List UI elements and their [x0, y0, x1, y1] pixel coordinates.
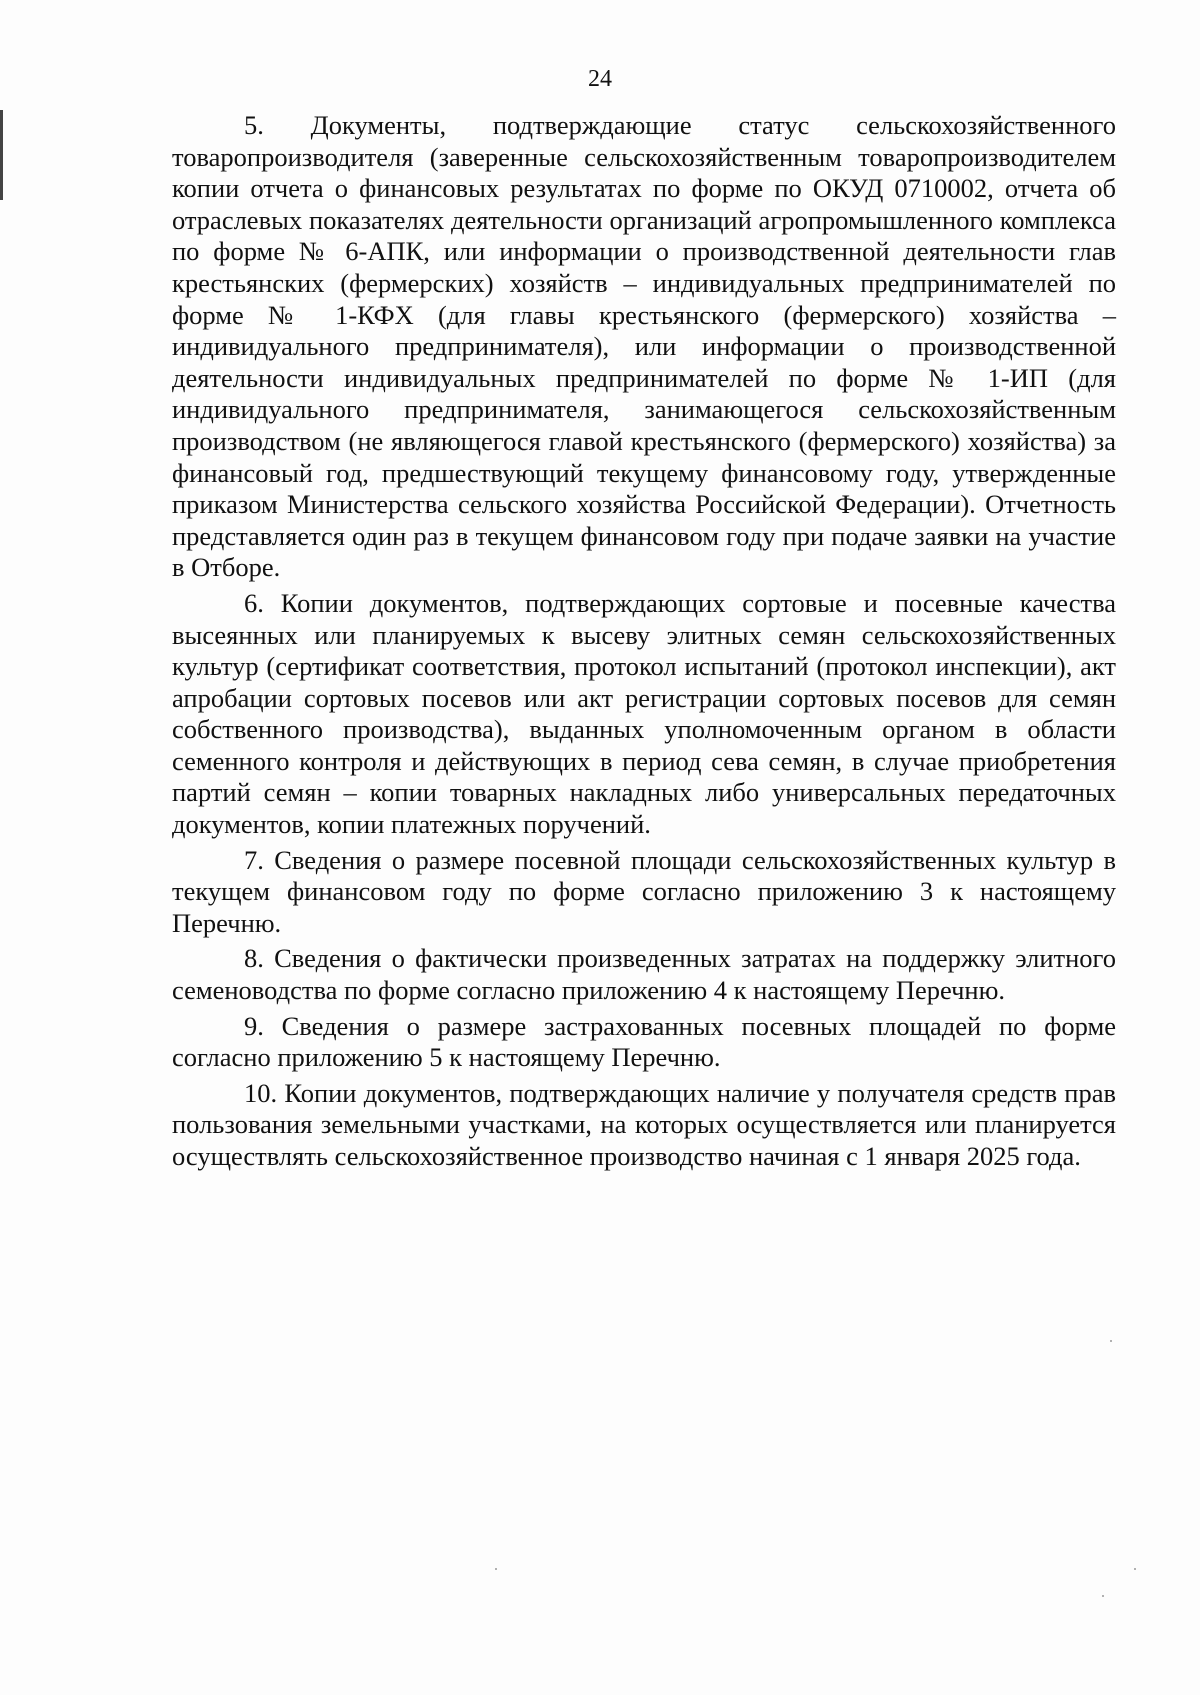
scan-speck	[1110, 1340, 1112, 1342]
paragraph-item-7: 7. Сведения о размере посевной площади сельскохозяйственных культур в текущем финансовом году по форме согласно приложению 3 к настоящему Перечню.	[172, 844, 1116, 938]
paragraph-item-10: 10. Копии документов, подтверждающих наличие у получателя средств прав пользования земельными участками, на которых осуществляется или планируется осуществлять сельскохозяйственное производство начиная с 1 января 2025 года.	[172, 1077, 1116, 1171]
page-number: 24	[588, 66, 612, 92]
paragraph-item-8: 8. Сведения о фактически произведенных затратах на поддержку элитного семеноводства по форме согласно приложению 4 к настоящему Перечню.	[172, 943, 1116, 1006]
paragraph-item-9: 9. Сведения о размере застрахованных посевных площадей по форме согласно приложению 5 к настоящему Перечню.	[172, 1010, 1116, 1073]
document-body	[172, 110, 1116, 1177]
scan-speck	[1102, 1595, 1104, 1597]
scan-speck	[495, 1568, 497, 1570]
paragraph-item-6: 6. Копии документов, подтверждающих сортовые и посевные качества высеянных или планируемых к высеву элитных семян сельскохозяйственных культур (сертификат соответствия, протокол испытаний (протокол инспекции), акт апробации сортовых посевов или акт регистрации сортовых посевов для семян собственного производства), выданных уполномоченным органом в области семенного контроля и действующих в период сева семян, в случае приобретения партий семян – копии товарных накладных либо универсальных передаточных документов, копии платежных поручений.	[172, 587, 1116, 840]
paragraph-item-5: 5. Документы, подтверждающие статус сельскохозяйственного товаропроизводителя (заверенные сельскохозяйственным товаропроизводителем копии отчета о финансовых результатах по форме по ОКУД 0710002, отчета об отраслевых показателях деятельности организаций агропромышленного комплекса по форме № 6-АПК, или информации о производственной деятельности глав крестьянских (фермерских) хозяйств – индивидуальных предпринимателей по форме № 1-КФХ (для главы крестьянского (фермерского) хозяйства – индивидуального предпринимателя), или информации о производственной деятельности индивидуальных предпринимателей по форме № 1-ИП (для индивидуального предпринимателя, занимающегося сельскохозяйственным производством (не являющегося главой крестьянского (фермерского) хозяйства) за финансовый год, предшествующий текущему финансовому году, утвержденные приказом Министерства сельского хозяйства Российской Федерации). Отчетность представляется один раз в текущем финансовом году при подаче заявки на участие в Отборе.	[172, 110, 1116, 583]
scan-binding-edge	[0, 110, 3, 200]
scan-speck	[1134, 1568, 1136, 1570]
